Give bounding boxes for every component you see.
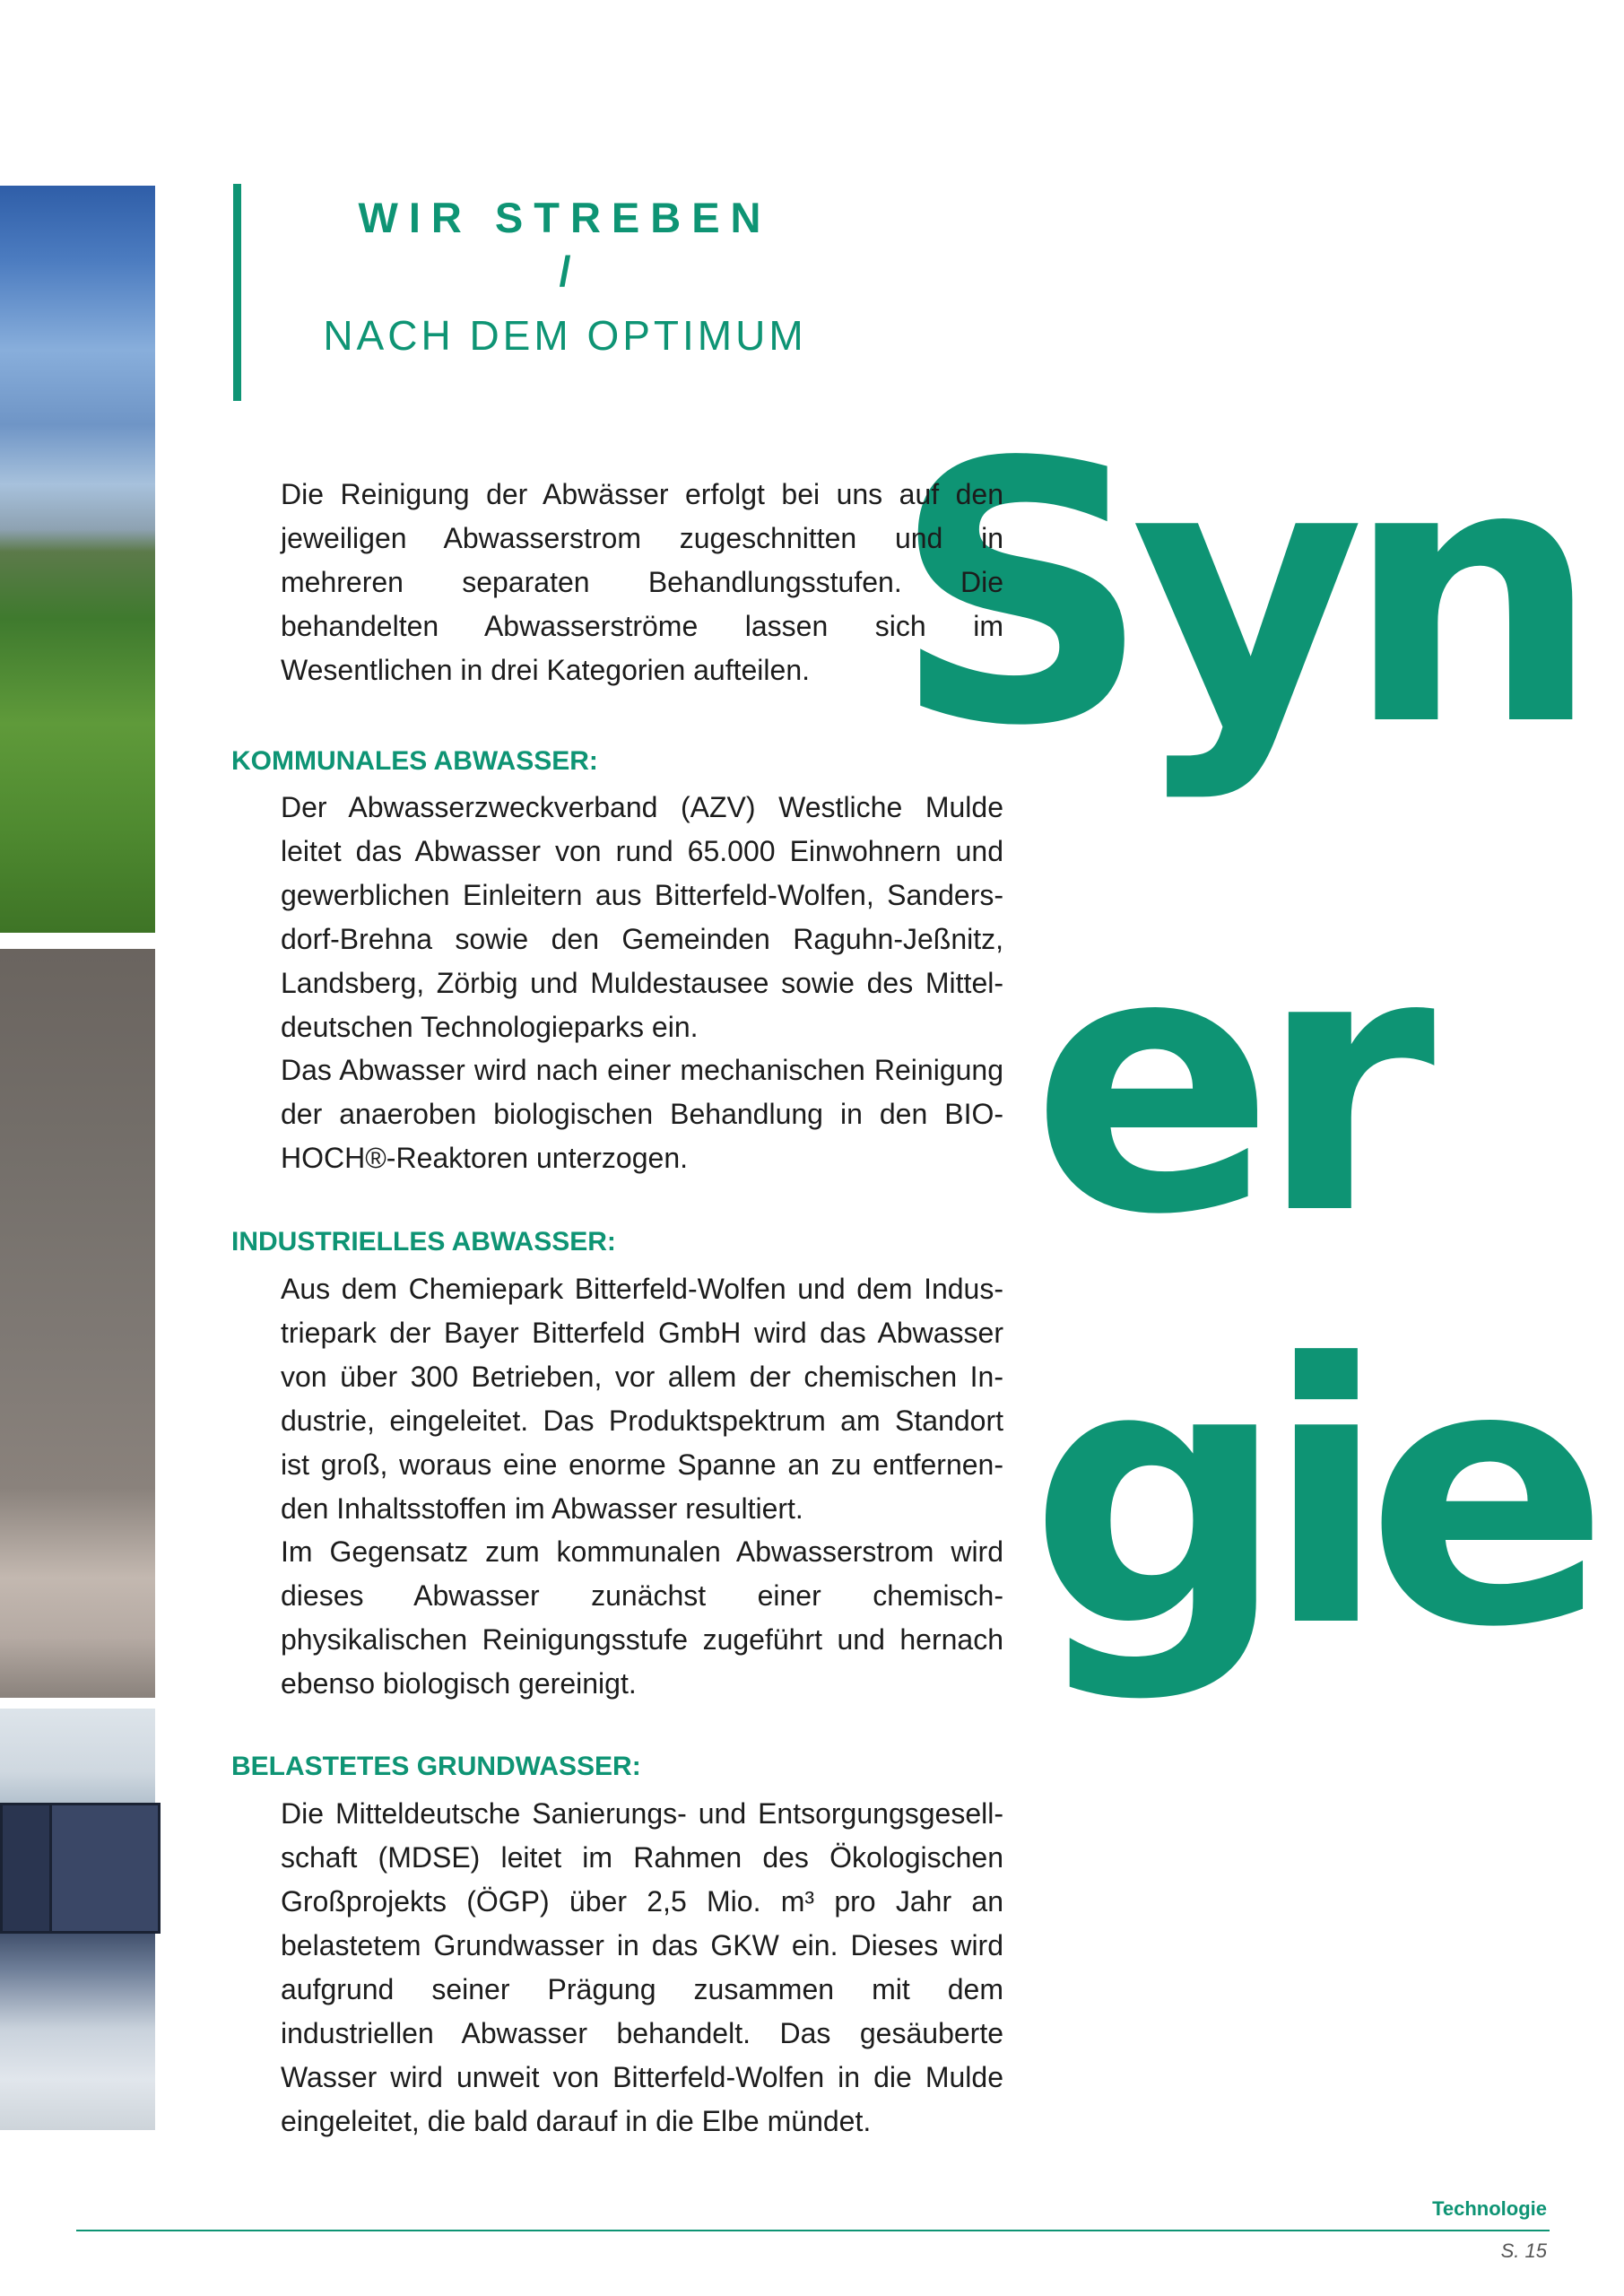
intro-paragraph: Die Reinigung der Abwässer erfolgt bei uns auf den jeweiligen Abwasserstrom zugeschnitten und in mehreren separaten Behandlungsstufen. Die behandelten Abwasserströme lassen sich im Wesentlichen in drei Kategorien aufteilen.	[281, 478, 1003, 686]
section-title-kommunal: KOMMUNALES ABWASSER:	[231, 746, 598, 776]
big-word-part-1: Syn	[892, 387, 1581, 804]
page-number: S. 15	[1500, 2239, 1547, 2262]
heading-separator: /	[559, 248, 571, 295]
forest-aerial-photo	[0, 186, 155, 933]
heading-line-1: WIR STREBEN	[358, 194, 772, 241]
section-paragraph: Aus dem Chemiepark Bitterfeld-Wolfen und dem Industriepark der Bayer Bitterfeld GmbH wird das Abwasser von über 300 Betrieben, vor allem der chemischen Industrie, eingeleitet. Das Produktspektrum am Standort ist groß, woraus eine enorme Spanne an zu entfernenden Inhaltsstoffen im Abwasser resultiert.	[281, 1273, 1003, 1525]
heading-accent-bar	[233, 184, 241, 401]
section-paragraph: Die Mitteldeutsche Sanierungs- und Entsorgungsgesellschaft (MDSE) leitet im Rahmen des Ökologischen Großprojekts (ÖGP) über 2,5 Mio. m³ pro Jahr an belastetem Grundwasser in das GKW ein. Dieses wird aufgrund seiner Prägung zusammen mit dem industriellen Abwasser behandelt. Das gesäuberte Wasser wird unweit von Bitterfeld-Wolfen in die Mulde eingeleitet, die bald darauf in die Elbe mündet.	[281, 1797, 1003, 2137]
section-title-grundwasser: BELASTETES GRUNDWASSER:	[231, 1752, 641, 1781]
big-word-part-3: gie	[1029, 1289, 1588, 1706]
footer-section-label: Technologie	[1432, 2197, 1547, 2220]
section-paragraph: Im Gegensatz zum kommunalen Abwasserstrom wird dieses Abwasser zunächst einer chemisch-physikalischen Reinigungsstufe zugeführt und hernach ebenso biologisch gereinigt.	[281, 1535, 1003, 1700]
heading-line-2: NACH DEM OPTIMUM	[323, 312, 807, 359]
footer-divider	[76, 2230, 1550, 2231]
section-title-industriell: INDUSTRIELLES ABWASSER:	[231, 1227, 616, 1257]
person-closeup-photo	[0, 949, 155, 1698]
monitor-image	[49, 1803, 161, 1934]
section-paragraph: Das Abwasser wird nach einer mechanischen Reinigung der anaeroben biologischen Behandlung in den BIOHOCH®-Reaktoren unterzogen.	[281, 1054, 1003, 1174]
big-word-part-2: er	[1031, 876, 1420, 1293]
section-paragraph: Der Abwasserzweckverband (AZV) Westliche Mulde leitet das Abwasser von rund 65.000 Einwohnern und gewerblichen Einleitern aus Bitterfeld-Wolfen, Sandersdorf-Brehna sowie den Gemeinden Raguhn-Jeßnitz, Landsberg, Zörbig und Muldestausee sowie des Mitteldeutschen Technologieparks ein.	[281, 791, 1003, 1043]
